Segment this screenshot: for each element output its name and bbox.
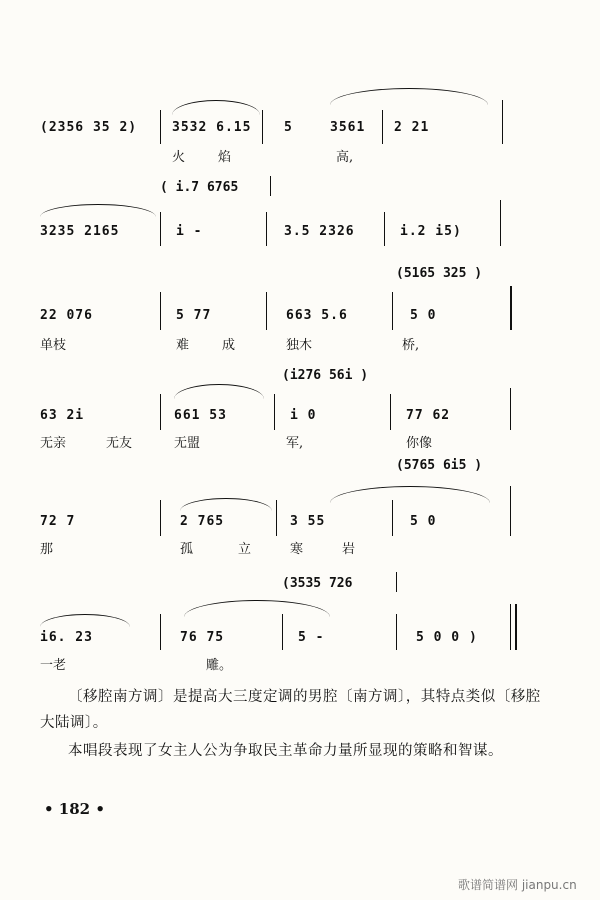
lyric: 成 — [222, 338, 236, 353]
watermark: 歌谱简谱网 jianpu.cn — [458, 878, 577, 892]
lyric: 那 — [40, 542, 54, 557]
lyric: 军, — [286, 436, 304, 451]
notes-segment: 663 5.6 — [286, 308, 348, 323]
barline — [396, 572, 397, 592]
notes-segment: 22 076 — [40, 308, 93, 323]
barline — [276, 500, 277, 536]
lyric: 火 — [172, 150, 186, 165]
notes-segment: i.2 i5) — [400, 224, 462, 239]
lyric: 雕。 — [206, 658, 233, 673]
barline — [510, 286, 512, 330]
notes-segment: i6. 23 — [40, 630, 93, 645]
notes-segment: 76 75 — [180, 630, 225, 645]
barline — [160, 614, 161, 650]
barline — [160, 110, 161, 144]
lyric: 无亲 — [40, 436, 67, 451]
barline — [266, 292, 267, 330]
instrumental-phrase: ( i.7 6765 — [160, 180, 239, 195]
barline — [160, 394, 161, 430]
notes-segment: i 0 — [290, 408, 317, 423]
slur — [180, 498, 272, 511]
lyric: 单枝 — [40, 338, 67, 353]
instrumental-phrase: (5765 6i5 ) — [396, 458, 483, 473]
barline — [160, 292, 161, 330]
barline — [510, 486, 511, 536]
lyric: 难 — [176, 338, 190, 353]
slur — [40, 204, 156, 217]
notes-segment: 5 0 — [410, 308, 437, 323]
lyric: 孤 — [180, 542, 194, 557]
notes-segment: 3561 — [330, 120, 366, 135]
barline — [510, 604, 511, 650]
notes-segment: 2 21 — [394, 120, 430, 135]
slur — [172, 100, 260, 115]
barline — [160, 212, 161, 246]
final-barline — [515, 604, 517, 650]
lyric: 独木 — [286, 338, 313, 353]
barline — [392, 292, 393, 330]
barline — [390, 394, 391, 430]
notes-segment: 661 53 — [174, 408, 227, 423]
notes-segment: 72 7 — [40, 514, 76, 529]
instrumental-phrase: (5165 325 ) — [396, 266, 483, 281]
notes-segment: 5 0 0 ) — [416, 630, 478, 645]
lyric: 立 — [238, 542, 252, 557]
slur — [330, 88, 488, 105]
barline — [266, 212, 267, 246]
lyric: 焰 — [218, 150, 232, 165]
instrumental-phrase: (i276 56i ) — [282, 368, 369, 383]
barline — [396, 614, 397, 650]
notes-segment: 3.5 2326 — [284, 224, 355, 239]
slur — [184, 600, 330, 617]
notes-segment: 5 - — [298, 630, 325, 645]
barline — [262, 110, 263, 144]
commentary-paragraph-2: 本唱段表现了女主人公为争取民主革命力量所显现的策略和智谋。 — [68, 743, 503, 759]
slur — [174, 384, 264, 399]
slur — [40, 614, 130, 627]
barline — [282, 614, 283, 650]
lyric: 无友 — [106, 436, 133, 451]
barline — [160, 500, 161, 536]
notes-segment: 5 0 — [410, 514, 437, 529]
notes-segment: 77 62 — [406, 408, 451, 423]
barline — [500, 200, 501, 246]
barline — [384, 212, 385, 246]
lyric: 一老 — [40, 658, 67, 673]
lyric: 无盟 — [174, 436, 201, 451]
barline — [274, 394, 275, 430]
notes-segment: 5 77 — [176, 308, 212, 323]
intro-phrase: (2356 35 2) — [40, 120, 138, 135]
notes-segment: 3532 6.15 — [172, 120, 252, 135]
barline — [510, 388, 511, 430]
notes-segment: i - — [176, 224, 203, 239]
notes-segment: 2 765 — [180, 514, 225, 529]
barline — [392, 500, 393, 536]
commentary-paragraph-1: 〔移腔南方调〕是提高大三度定调的男腔〔南方调〕，其特点类似〔移腔大陆调〕。 — [40, 689, 541, 731]
notes-segment: 5 — [284, 120, 293, 135]
lyric: 岩 — [342, 542, 356, 557]
instrumental-phrase: (3535 726 — [282, 576, 353, 591]
lyric: 桥, — [402, 338, 420, 353]
barline — [270, 176, 271, 196]
notes-segment: 3235 2165 — [40, 224, 120, 239]
barline — [382, 110, 383, 144]
lyric: 高, — [336, 150, 354, 165]
lyric: 寒 — [290, 542, 304, 557]
lyric: 你像 — [406, 436, 433, 451]
page-number: • 182 • — [44, 800, 105, 818]
notes-segment: 63 2i — [40, 408, 85, 423]
barline — [502, 100, 503, 144]
notes-segment: 3 55 — [290, 514, 326, 529]
slur — [330, 486, 490, 503]
